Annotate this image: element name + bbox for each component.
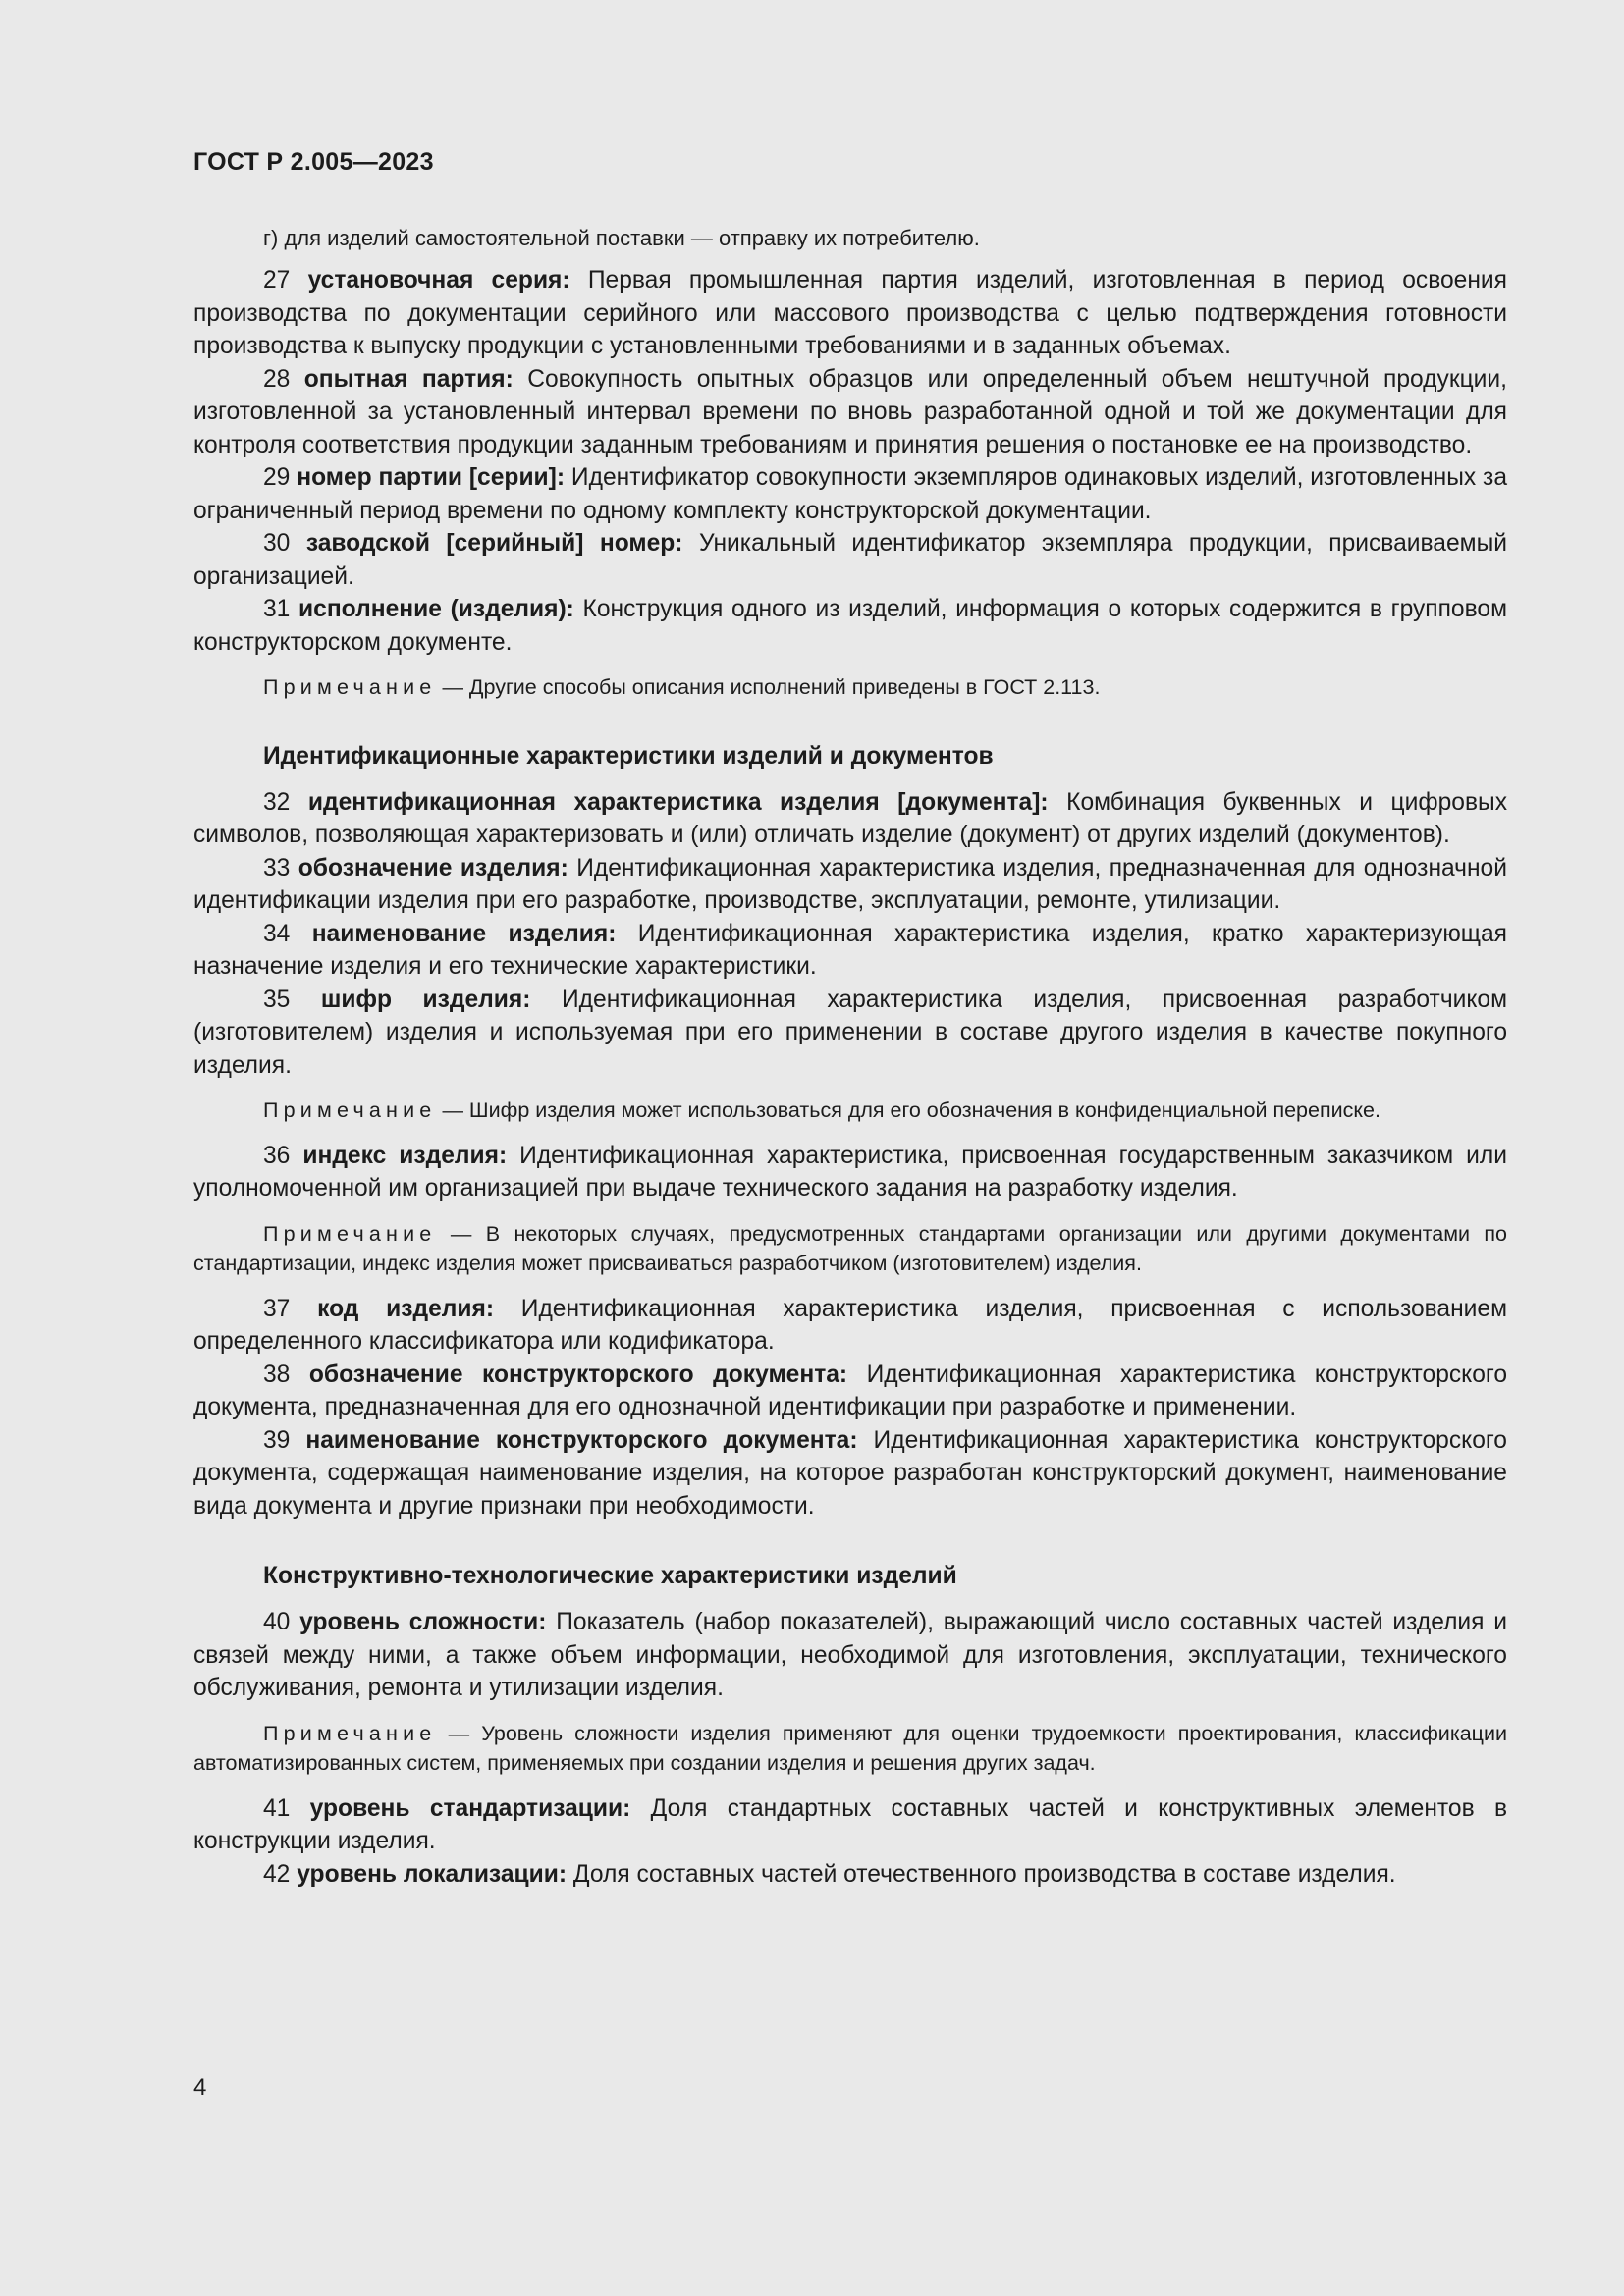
term-name: обозначение изделия: bbox=[298, 854, 568, 881]
term-definition: Идентификационная характеристика конструкторского документа, содержащая наименование изделия, на которое разработан конструкторский документ, наименование вида документа и другие признаки при необходимости. bbox=[193, 1426, 1507, 1520]
term-definition: Идентификационная характеристика изделия, присвоенная с использованием определенного классификатора или кодификатора. bbox=[193, 1295, 1507, 1355]
term-name: номер партии [серии]: bbox=[297, 464, 566, 491]
term-name: индекс изделия: bbox=[302, 1142, 508, 1169]
term-name: обозначение конструкторского документа: bbox=[308, 1361, 848, 1388]
list-item-g: г) для изделий самостоятельной поставки — отправку их потребителю. bbox=[263, 226, 980, 250]
document-body bbox=[193, 222, 1507, 1891]
term-entry-32: 32 идентификационная характеристика изделия [документа]: Комбинация буквенных и цифровых символов, позволяющая характеризовать и (или) отличать изделие (документ) от других изделий (документов). bbox=[193, 788, 1507, 848]
term-entry-28: 28 опытная партия: Совокупность опытных образцов или определенный объем нештучной продукции, изготовленной за установленный интервал времени по вновь разработанной одной и той же документации для контроля соответствия продукции заданным требованиям и принятия решения о постановке ее на производство. bbox=[193, 365, 1507, 458]
term-name: установочная серия: bbox=[307, 267, 570, 294]
term-definition: Идентификационная характеристика изделия, кратко характеризующая назначение изделия и его технические характеристики. bbox=[193, 920, 1508, 980]
term-definition: Совокупность опытных образцов или определенный объем нештучной продукции, изготовленной за установленный интервал времени по вновь разработанной одной и той же документации для контроля соответствия продукции заданным требованиям и принятия решения о постановке ее на производство. bbox=[193, 365, 1507, 458]
term-name: опытная партия: bbox=[303, 365, 514, 393]
term-entry-27: 27 установочная серия: Первая промышленная партия изделий, изготовленная в период освоения производства по документации серийного или массового производства с целью подтверждения готовности производства к выпуску продукции с установленными требованиями и в заданных объемах. bbox=[193, 267, 1507, 359]
term-name: заводской [серийный] номер: bbox=[305, 530, 683, 557]
term-entry-41: 41 уровень стандартизации: Доля стандартных составных частей и конструктивных элементов в конструкции изделия. bbox=[193, 1794, 1508, 1854]
term-definition: Доля стандартных составных частей и конструктивных элементов в конструкции изделия. bbox=[193, 1794, 1508, 1854]
term-entry-38: 38 обозначение конструкторского документа: Идентификационная характеристика конструкторского документа, предназначенная для его однозначной идентификации при разработке и применении. bbox=[193, 1361, 1507, 1420]
page-number: 4 bbox=[193, 2074, 207, 2101]
note-31: Примечание — Другие способы описания исполнений приведены в ГОСТ 2.113. bbox=[263, 675, 1101, 699]
term-entry-36: 36 индекс изделия: Идентификационная характеристика, присвоенная государственным заказчиком или уполномоченной им организацией при выдаче технического задания на разработку изделия. bbox=[193, 1142, 1507, 1201]
term-definition: Первая промышленная партия изделий, изготовленная в период освоения производства по документации серийного или массового производства с целью подтверждения готовности производства к выпуску продукции с установленными требованиями и в заданных объемах. bbox=[193, 267, 1507, 359]
note-label: Примечание bbox=[263, 675, 437, 699]
term-entry-31: 31 исполнение (изделия): Конструкция одного из изделий, информация о которых содержится в групповом конструкторском документе. bbox=[193, 596, 1507, 656]
note-40: Примечание — Уровень сложности изделия применяют для оценки трудоемкости проектирования, классификации автоматизированных систем, применяемых при создании изделия и решения других задач. bbox=[193, 1721, 1507, 1775]
document-header: ГОСТ Р 2.005—2023 bbox=[193, 148, 434, 176]
note-35: Примечание — Шифр изделия может использоваться для его обозначения в конфиденциальной переписке. bbox=[263, 1098, 1380, 1122]
note-36: Примечание — В некоторых случаях, предусмотренных стандартами организации или другими документами по стандартизации, индекс изделия может присваиваться разработчиком (изготовителем) изделия. bbox=[193, 1221, 1507, 1275]
term-name: наименование изделия: bbox=[311, 920, 617, 947]
term-name: идентификационная характеристика изделия [документа]: bbox=[307, 788, 1049, 816]
term-entry-42: 42 уровень локализации: Доля составных частей отечественного производства в составе изделия. bbox=[263, 1860, 1396, 1888]
term-name: шифр изделия: bbox=[320, 986, 531, 1013]
term-name: уровень локализации: bbox=[297, 1860, 568, 1888]
section-heading-design-technology: Конструктивно-технологические характеристики изделий bbox=[263, 1563, 957, 1589]
term-entry-29: 29 номер партии [серии]: Идентификатор совокупности экземпляров одинаковых изделий, изготовленных за ограниченный период времени по одному комплекту конструкторской документации. bbox=[193, 464, 1507, 524]
term-name: уровень сложности: bbox=[299, 1609, 547, 1635]
term-name: уровень стандартизации: bbox=[309, 1794, 631, 1822]
term-definition: Идентификатор совокупности экземпляров одинаковых изделий, изготовленных за ограниченный период времени по одному комплекту конструкторской документации. bbox=[193, 464, 1507, 524]
note-label: Примечание bbox=[263, 1221, 437, 1246]
term-definition: Конструкция одного из изделий, информация о которых содержится в групповом конструкторском документе. bbox=[193, 596, 1507, 656]
term-entry-40: 40 уровень сложности: Показатель (набор показателей), выражающий число составных частей изделия и связей между ними, а также объем информации, необходимой для изготовления, эксплуатации, технического обслуживания, ремонта и утилизации изделия. bbox=[193, 1609, 1507, 1701]
term-definition: Идентификационная характеристика изделия, предназначенная для однозначной идентификации изделия при его разработке, производстве, эксплуатации, ремонте, утилизации. bbox=[193, 854, 1507, 914]
term-definition: Показатель (набор показателей), выражающий число составных частей изделия и связей между ними, а также объем информации, необходимой для изготовления, эксплуатации, технического обслуживания, ремонта и утилизации изделия. bbox=[193, 1609, 1507, 1701]
term-name: наименование конструкторского документа: bbox=[305, 1426, 858, 1454]
term-entry-30: 30 заводской [серийный] номер: Уникальный идентификатор экземпляра продукции, присваиваемый организацией. bbox=[193, 530, 1507, 590]
term-definition: Идентификационная характеристика, присвоенная государственным заказчиком или уполномоченной им организацией при выдаче технического задания на разработку изделия. bbox=[193, 1142, 1507, 1201]
term-entry-39: 39 наименование конструкторского документа: Идентификационная характеристика конструкторского документа, содержащая наименование изделия, на которое разработан конструкторский документ, наименование вида документа и другие признаки при необходимости. bbox=[193, 1426, 1507, 1520]
term-definition: Идентификационная характеристика конструкторского документа, предназначенная для его однозначной идентификации при разработке и применении. bbox=[193, 1361, 1507, 1420]
note-label: Примечание bbox=[263, 1721, 437, 1745]
note-label: Примечание bbox=[263, 1098, 437, 1122]
term-entry-34: 34 наименование изделия: Идентификационная характеристика изделия, кратко характеризующая назначение изделия и его технические характеристики. bbox=[193, 920, 1508, 980]
term-name: код изделия: bbox=[317, 1295, 495, 1322]
term-name: исполнение (изделия): bbox=[298, 596, 574, 622]
term-definition: Уникальный идентификатор экземпляра продукции, присваиваемый организацией. bbox=[193, 530, 1507, 590]
section-heading-identification: Идентификационные характеристики изделий и документов bbox=[263, 742, 994, 770]
term-definition: Комбинация буквенных и цифровых символов, позволяющая характеризовать и (или) отличать изделие (документ) от других изделий (документов). bbox=[193, 788, 1507, 848]
term-definition: Идентификационная характеристика изделия, присвоенная разработчиком (изготовителем) изделия и используемая при его применении в составе другого изделия в качестве покупного изделия. bbox=[193, 986, 1507, 1079]
term-entry-35: 35 шифр изделия: Идентификационная характеристика изделия, присвоенная разработчиком (изготовителем) изделия и используемая при его применении в составе другого изделия в качестве покупного изделия. bbox=[193, 986, 1507, 1079]
term-definition: Доля составных частей отечественного производства в составе изделия. bbox=[572, 1860, 1396, 1888]
term-entry-37: 37 код изделия: Идентификационная характеристика изделия, присвоенная с использованием определенного классификатора или кодификатора. bbox=[193, 1295, 1507, 1355]
term-entry-33: 33 обозначение изделия: Идентификационная характеристика изделия, предназначенная для однозначной идентификации изделия при его разработке, производстве, эксплуатации, ремонте, утилизации. bbox=[193, 854, 1507, 914]
